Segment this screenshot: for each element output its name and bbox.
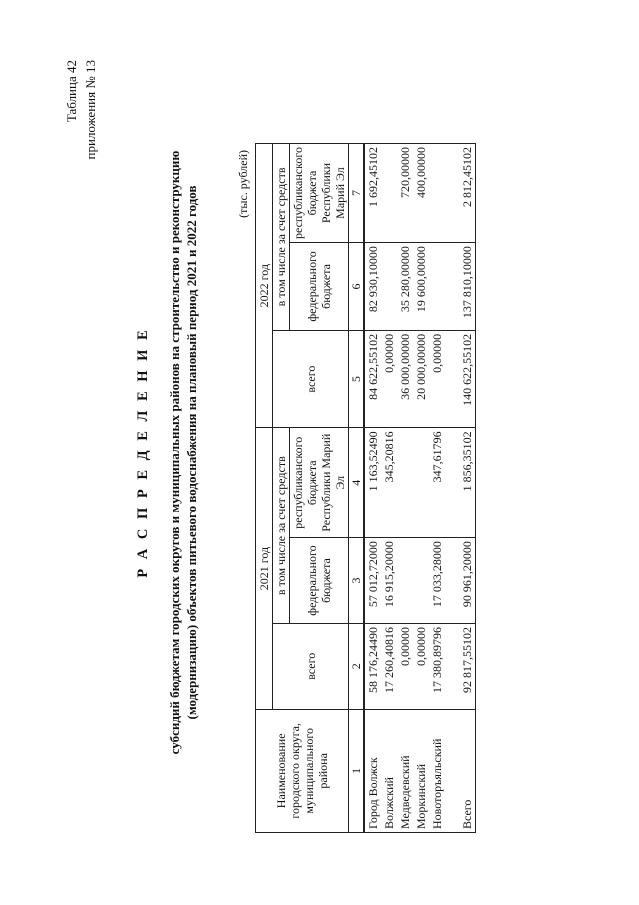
republic-2022-cell: 1 692,45102 xyxy=(364,144,381,243)
municipality-name: Моркинский xyxy=(413,709,429,832)
republic-2021-cell xyxy=(397,428,413,538)
republic-2022-cell xyxy=(429,144,445,243)
table-reference xyxy=(62,60,100,159)
column-number: 1 xyxy=(349,709,365,832)
header-total-2022: всего xyxy=(273,330,349,428)
total-2022-cell: 20 000,00000 xyxy=(413,330,429,428)
total-2022-cell: 84 622,55102 xyxy=(364,330,381,428)
column-number: 2 xyxy=(349,623,365,709)
federal-2022-cell: 137 810,10000 xyxy=(459,243,476,331)
federal-2022-cell: 82 930,10000 xyxy=(364,243,381,331)
republic-2022-cell: 720,00000 xyxy=(397,144,413,243)
total-2022-cell: 140 622,55102 xyxy=(459,330,476,428)
total-2022-cell: 36 000,00000 xyxy=(397,330,413,428)
federal-2022-cell: 19 600,00000 xyxy=(413,243,429,331)
municipality-name: Новоторъяльский xyxy=(429,709,445,832)
column-number: 4 xyxy=(349,428,365,538)
document-title: Р А С П Р Е Д Е Л Е Н И Е xyxy=(135,327,151,578)
total-2021-cell: 92 817,55102 xyxy=(459,623,476,709)
header-total-2021: всего xyxy=(273,623,349,709)
header-including-2022: в том числе за счет средств xyxy=(273,144,290,331)
federal-2021-cell xyxy=(397,538,413,624)
total-row xyxy=(459,144,476,833)
municipality-name: Волжский xyxy=(381,709,397,832)
republic-2021-cell: 1 163,52490 xyxy=(364,428,381,538)
federal-2021-cell: 57 012,72000 xyxy=(364,538,381,624)
table-row xyxy=(397,144,413,833)
header-republic-2022: республиканского бюджета Республики Марий Эл xyxy=(290,144,349,243)
header-year-2021: 2021 год xyxy=(256,428,273,709)
federal-2021-cell: 16 915,20000 xyxy=(381,538,397,624)
federal-2022-cell: 35 280,00000 xyxy=(397,243,413,331)
subtitle-line-1: субсидий бюджетам городских округов и муниципальных районов на строительство и реконструкцию xyxy=(167,150,182,755)
appendix-number: приложения № 13 xyxy=(83,60,98,160)
column-number: 7 xyxy=(349,144,365,243)
federal-2022-cell xyxy=(429,243,445,331)
total-2021-cell: 17 380,89796 xyxy=(429,623,445,709)
column-number: 3 xyxy=(349,538,365,624)
municipality-name: Город Волжск xyxy=(364,709,381,832)
federal-2022-cell xyxy=(381,243,397,331)
table-row xyxy=(364,144,381,833)
table-row xyxy=(429,144,445,833)
spacer-row xyxy=(445,144,459,833)
republic-2022-cell xyxy=(381,144,397,243)
total-2022-cell: 0,00000 xyxy=(429,330,445,428)
header-federal-2022: федерального бюджета xyxy=(290,243,349,331)
header-year-2022: 2022 год xyxy=(256,144,273,428)
total-2021-cell: 0,00000 xyxy=(413,623,429,709)
republic-2021-cell: 1 856,35102 xyxy=(459,428,476,538)
unit-note: (тыс. рублей) xyxy=(236,150,250,218)
table-number: Таблица 42 xyxy=(64,60,79,123)
total-2022-cell: 0,00000 xyxy=(381,330,397,428)
federal-2021-cell: 17 033,28000 xyxy=(429,538,445,624)
subtitle-line-2: (модернизацию) объектов питьевого водоснабжения на плановый период 2021 и 2022 годов xyxy=(184,185,199,720)
total-label: Всего xyxy=(459,709,476,832)
municipality-name: Медведевский xyxy=(397,709,413,832)
header-including-2021: в том числе за счет средств xyxy=(273,428,290,624)
federal-2021-cell: 90 961,20000 xyxy=(459,538,476,624)
federal-2021-cell xyxy=(413,538,429,624)
distribution-table xyxy=(255,143,476,833)
republic-2021-cell: 347,61796 xyxy=(429,428,445,538)
header-republic-2021: республиканского бюджета Республики Марий Эл xyxy=(290,428,349,538)
table-row xyxy=(413,144,429,833)
republic-2021-cell xyxy=(413,428,429,538)
header-name-column: Наименование городского округа, муниципального района xyxy=(256,709,349,832)
total-2021-cell: 58 176,24490 xyxy=(364,623,381,709)
republic-2022-cell: 400,00000 xyxy=(413,144,429,243)
republic-2021-cell: 345,20816 xyxy=(381,428,397,538)
total-2021-cell: 0,00000 xyxy=(397,623,413,709)
table-row xyxy=(381,144,397,833)
total-2021-cell: 17 260,40816 xyxy=(381,623,397,709)
document-subtitle xyxy=(166,90,200,815)
column-number: 5 xyxy=(349,330,365,428)
column-number: 6 xyxy=(349,243,365,331)
republic-2022-cell: 2 812,45102 xyxy=(459,144,476,243)
header-federal-2021: федерального бюджета xyxy=(290,538,349,624)
